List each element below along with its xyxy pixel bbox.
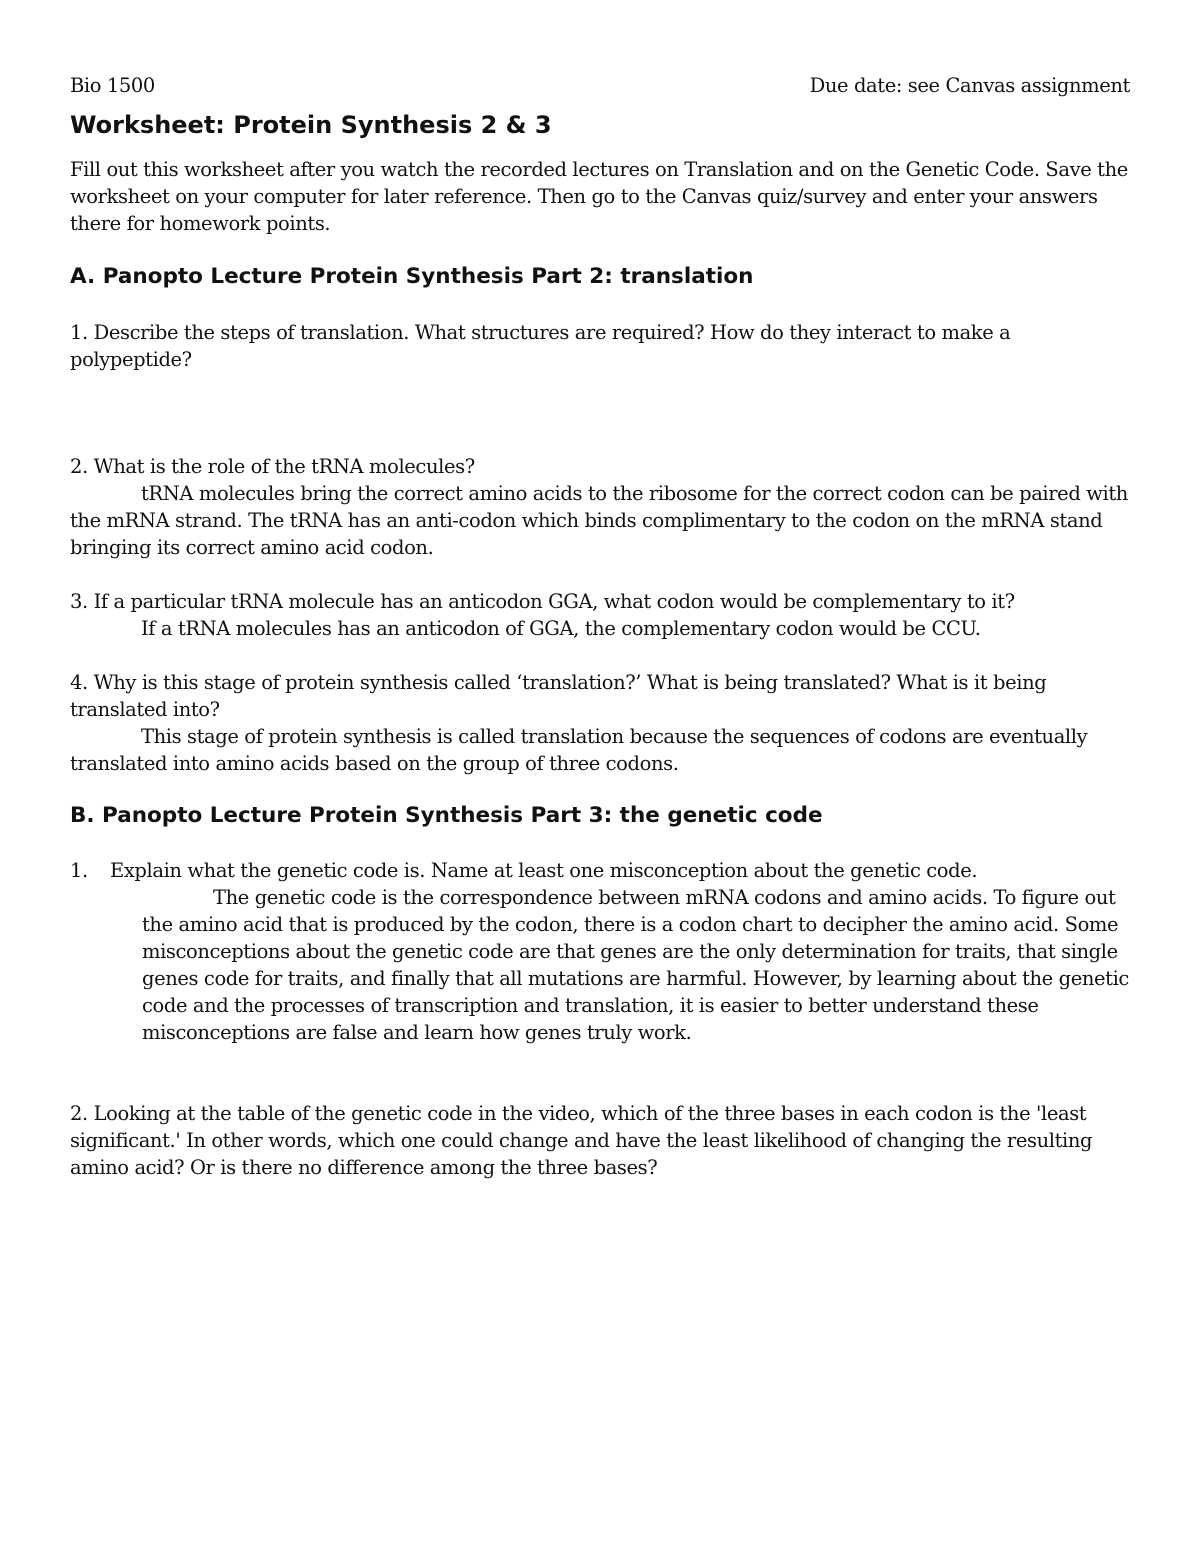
question-a4: 4. Why is this stage of protein synthesis called ‘translation?’ What is being translated? What is it being translated into?: [70, 671, 1047, 721]
answer-a4: This stage of protein synthesis is called translation because the sequences of codons are eventually translated into amino acids based on the group of three codons.: [70, 725, 1088, 775]
page-title: Worksheet: Protein Synthesis 2 & 3: [70, 111, 552, 139]
question-a3: 3. If a particular tRNA molecule has an anticodon GGA, what codon would be complementary to it?: [70, 590, 1015, 613]
due-date: Due date: see Canvas assignment: [809, 74, 1130, 97]
course-label: Bio 1500: [70, 74, 155, 97]
page-header: [70, 72, 1130, 99]
answer-a2: tRNA molecules bring the correct amino acids to the ribosome for the correct codon can be paired with the mRNA strand. The tRNA has an anti-codon which binds complimentary to the codon on the mRNA stand bringing its correct amino acid codon.: [70, 482, 1128, 559]
question-b1: [70, 857, 1130, 884]
answer-b1: The genetic code is the correspondence between mRNA codons and amino acids. To figure out the amino acid that is produced by the codon, there is a codon chart to decipher the amino acid. Some misconceptions about the genetic code are that genes are the only determination for traits, that single genes code for traits, and finally that all mutations are harmful. However, by learning about the genetic code and the processes of transcription and translation, it is easier to better understand these misconceptions are false and learn how genes truly work.: [142, 886, 1129, 1044]
intro-paragraph: Fill out this worksheet after you watch the recorded lectures on Translation and on the Genetic Code. Save the worksheet on your computer for later reference. Then go to the Canvas quiz/survey and enter your answers there for homework points.: [70, 158, 1128, 235]
question-a1: 1. Describe the steps of translation. What structures are required? How do they interact to make a polypeptide?: [70, 321, 1011, 371]
answer-a3: If a tRNA molecules has an anticodon of GGA, the complementary codon would be CCU.: [141, 617, 981, 640]
worksheet-page: [70, 72, 1130, 1181]
section-b-heading: B. Panopto Lecture Protein Synthesis Part 3: the genetic code: [70, 803, 823, 828]
answer-a1: [70, 373, 1130, 397]
question-a2: 2. What is the role of the tRNA molecules?: [70, 455, 475, 478]
question-b1-text: Explain what the genetic code is. Name at least one misconception about the genetic code.: [110, 859, 978, 882]
section-a-heading: A. Panopto Lecture Protein Synthesis Part 2: translation: [70, 264, 754, 289]
question-b2: 2. Looking at the table of the genetic code in the video, which of the three bases in each codon is the 'least significant.' In other words, which one could change and have the least likelihood of changing the resulting amino acid? Or is there no difference among the three bases?: [70, 1102, 1093, 1179]
question-b1-number: 1.: [70, 859, 88, 882]
